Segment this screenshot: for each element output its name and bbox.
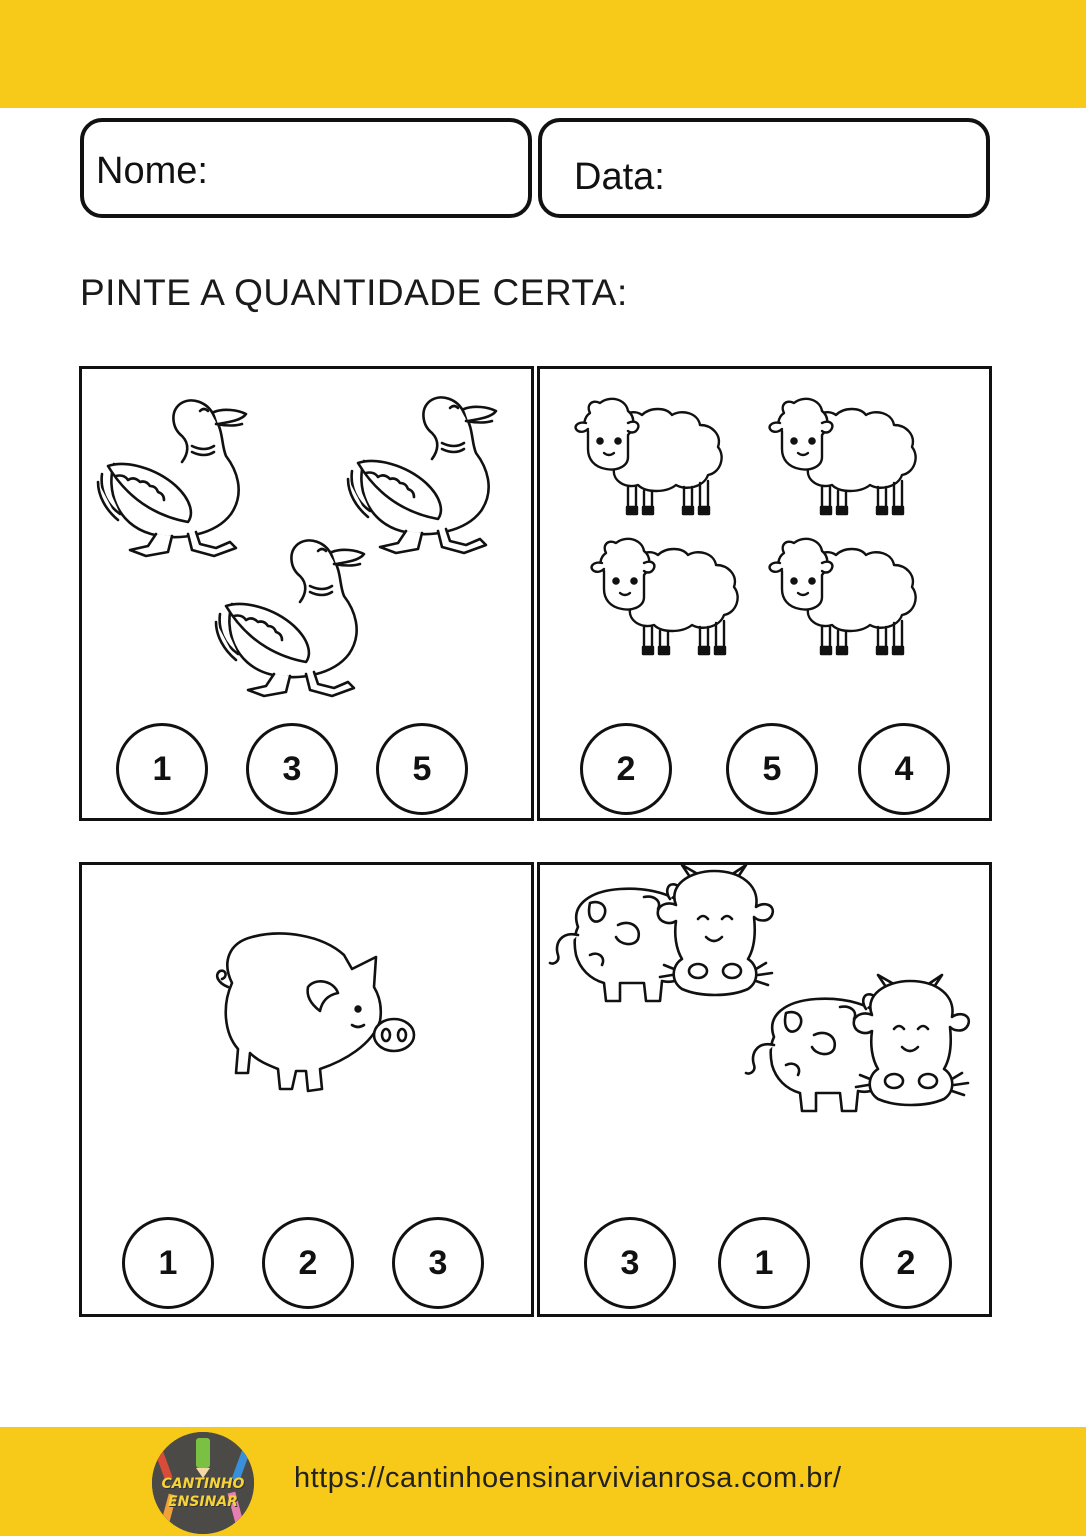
logo-text-line2: ENSINAR	[168, 1494, 238, 1510]
footer-url-link[interactable]: https://cantinhoensinarvivianrosa.com.br/	[294, 1462, 842, 1494]
option-circle[interactable]: 1	[718, 1217, 810, 1309]
panel-pig	[79, 862, 534, 1317]
option-circle[interactable]: 3	[584, 1217, 676, 1309]
option-circle[interactable]: 2	[262, 1217, 354, 1309]
option-circle[interactable]: 3	[246, 723, 338, 815]
option-circle[interactable]: 1	[122, 1217, 214, 1309]
option-circle[interactable]: 5	[726, 723, 818, 815]
option-circle[interactable]: 5	[376, 723, 468, 815]
option-circle[interactable]: 3	[392, 1217, 484, 1309]
name-label: Nome:	[96, 150, 208, 192]
date-label: Data:	[574, 156, 665, 198]
option-circle[interactable]: 4	[858, 723, 950, 815]
panel-sheep	[537, 366, 992, 821]
option-circle[interactable]: 2	[580, 723, 672, 815]
panel-ducks	[79, 366, 534, 821]
date-field[interactable]	[538, 118, 990, 218]
top-yellow-band	[0, 0, 1086, 108]
option-circle[interactable]: 1	[116, 723, 208, 815]
instruction-text: PINTE A QUANTIDADE CERTA:	[80, 272, 628, 313]
option-circle[interactable]: 2	[860, 1217, 952, 1309]
panel-cows	[537, 862, 992, 1317]
cantinho-ensinar-logo	[152, 1432, 254, 1534]
logo-text-line1: CANTINHO	[161, 1476, 245, 1492]
name-field[interactable]	[80, 118, 532, 218]
